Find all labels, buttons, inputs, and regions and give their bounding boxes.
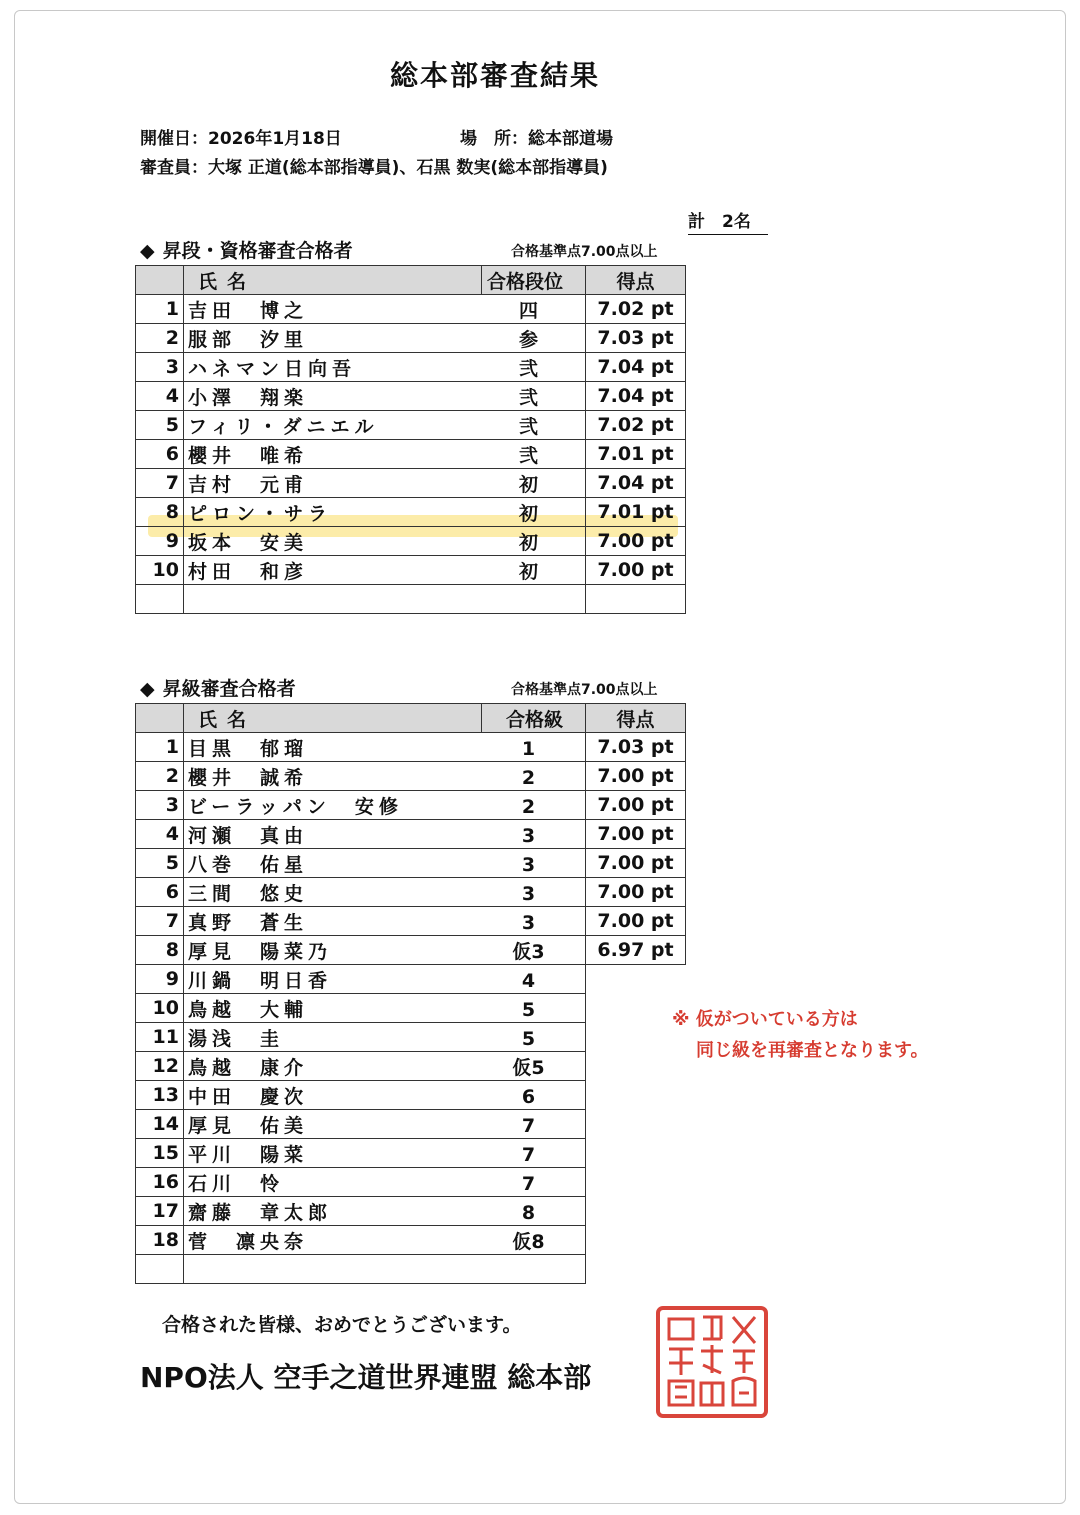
candidate-name: 厚見 陽菜乃 xyxy=(184,936,482,965)
table-row xyxy=(136,762,686,791)
header-number xyxy=(136,266,184,295)
score: 7.00 pt xyxy=(586,820,686,849)
header-rank: 合格段位 xyxy=(482,266,586,295)
blank-row xyxy=(136,585,686,614)
table-row xyxy=(136,820,686,849)
empty-score xyxy=(586,1081,686,1110)
passed-rank xyxy=(482,469,586,498)
candidate-name: 平川 陽菜 xyxy=(184,1139,482,1168)
table-row xyxy=(136,382,686,411)
passed-rank xyxy=(482,295,586,324)
row-number: 11 xyxy=(136,1023,184,1052)
table-row xyxy=(136,411,686,440)
organization-name: NPO法人 空手之道世界連盟 総本部 xyxy=(140,1361,592,1394)
dan-section-heading xyxy=(140,236,353,263)
candidate-name: 鳥越 康介 xyxy=(184,1052,482,1081)
candidate-name: 櫻井 誠希 xyxy=(184,762,482,791)
blank-cell xyxy=(184,1255,482,1284)
candidate-name: 河瀬 真由 xyxy=(184,820,482,849)
row-number: 8 xyxy=(136,498,184,527)
candidate-name: 目黒 郁瑠 xyxy=(184,733,482,762)
row-number: 1 xyxy=(136,295,184,324)
row-number: 7 xyxy=(136,469,184,498)
row-number: 16 xyxy=(136,1168,184,1197)
table-row xyxy=(136,994,686,1023)
empty-score xyxy=(586,1139,686,1168)
score: 7.02 pt xyxy=(586,295,686,324)
table-row xyxy=(136,498,686,527)
candidate-name: ハネマン日向吾 xyxy=(184,353,482,382)
table-row xyxy=(136,527,686,556)
score: 7.03 pt xyxy=(586,733,686,762)
row-number: 5 xyxy=(136,411,184,440)
passed-rank xyxy=(482,791,586,820)
table-row xyxy=(136,1197,686,1226)
seal-glyphs xyxy=(669,1317,755,1405)
table-row xyxy=(136,1168,686,1197)
rank-value: 四 xyxy=(518,299,538,322)
passed-rank xyxy=(482,733,586,762)
rank-value: 仮3 xyxy=(512,940,545,963)
note-line-1: ※ 仮がついている方は xyxy=(672,1009,858,1030)
rank-value: 8 xyxy=(521,1201,536,1224)
row-number: 4 xyxy=(136,382,184,411)
candidate-name: 吉田 博之 xyxy=(184,295,482,324)
rank-value: 6 xyxy=(521,1085,536,1108)
rank-value: 初 xyxy=(518,531,538,554)
table-row xyxy=(136,1052,686,1081)
header-number xyxy=(136,704,184,733)
row-number: 9 xyxy=(136,965,184,994)
seal-stamp xyxy=(655,1305,769,1419)
congratulations-message: 合格された皆様、おめでとうございます。 xyxy=(162,1314,522,1336)
row-number: 18 xyxy=(136,1226,184,1255)
row-number: 17 xyxy=(136,1197,184,1226)
candidate-name: 中田 慶次 xyxy=(184,1081,482,1110)
table-row xyxy=(136,440,686,469)
dan-criteria: 合格基準点7.00点以上 xyxy=(511,244,658,260)
rank-value: 7 xyxy=(521,1114,536,1137)
empty-score xyxy=(586,1168,686,1197)
blank-cell xyxy=(586,585,686,614)
diamond-icon: ◆ xyxy=(140,678,155,700)
score: 7.02 pt xyxy=(586,411,686,440)
row-number: 3 xyxy=(136,353,184,382)
rank-value: 弐 xyxy=(518,357,538,380)
table-row xyxy=(136,791,686,820)
candidate-name: 吉村 元甫 xyxy=(184,469,482,498)
rank-value: 4 xyxy=(521,969,536,992)
rank-value: 5 xyxy=(521,1027,536,1050)
passed-rank xyxy=(482,527,586,556)
score: 7.00 pt xyxy=(586,527,686,556)
candidate-name: 櫻井 唯希 xyxy=(184,440,482,469)
blank-cell xyxy=(586,1255,686,1284)
candidate-name: 真野 蒼生 xyxy=(184,907,482,936)
table-row xyxy=(136,878,686,907)
rank-value: 3 xyxy=(521,853,536,876)
passed-rank xyxy=(482,1197,586,1226)
page-title: 総本部審査結果 xyxy=(389,59,600,92)
rank-value: 参 xyxy=(518,328,538,351)
score: 7.01 pt xyxy=(586,498,686,527)
candidate-name: 小澤 翔楽 xyxy=(184,382,482,411)
candidate-name: 川鍋 明日香 xyxy=(184,965,482,994)
rank-value: 3 xyxy=(521,882,536,905)
note-line-2: 同じ級を再審査となります。 xyxy=(696,1040,929,1061)
score: 7.03 pt xyxy=(586,324,686,353)
passed-rank xyxy=(482,849,586,878)
candidate-name: 村田 和彦 xyxy=(184,556,482,585)
dan-heading-text: 昇段・資格審査合格者 xyxy=(162,240,353,262)
score: 7.04 pt xyxy=(586,382,686,411)
row-number: 2 xyxy=(136,762,184,791)
table-row xyxy=(136,1226,686,1255)
table-row xyxy=(136,295,686,324)
passed-rank xyxy=(482,762,586,791)
candidate-name: 石川 怜 xyxy=(184,1168,482,1197)
blank-cell xyxy=(482,585,586,614)
passed-rank xyxy=(482,382,586,411)
blank-row xyxy=(136,1255,686,1284)
blank-cell xyxy=(136,585,184,614)
blank-cell xyxy=(482,1255,586,1284)
score: 7.00 pt xyxy=(586,762,686,791)
header-rank: 合格級 xyxy=(482,704,586,733)
row-number: 4 xyxy=(136,820,184,849)
passed-rank xyxy=(482,965,586,994)
table-row xyxy=(136,556,686,585)
row-number: 13 xyxy=(136,1081,184,1110)
rank-value: 2 xyxy=(521,766,536,789)
rank-value: 初 xyxy=(518,560,538,583)
exam-place: 場 所：総本部道場 xyxy=(460,129,613,149)
row-number: 9 xyxy=(136,527,184,556)
rank-value: 3 xyxy=(521,824,536,847)
row-number: 14 xyxy=(136,1110,184,1139)
total-count: 計 2名 xyxy=(688,207,768,235)
passed-rank xyxy=(482,498,586,527)
row-number: 5 xyxy=(136,849,184,878)
rank-value: 7 xyxy=(521,1172,536,1195)
passed-rank xyxy=(482,556,586,585)
passed-rank xyxy=(482,907,586,936)
diamond-icon: ◆ xyxy=(140,240,155,262)
passed-rank xyxy=(482,1139,586,1168)
empty-score xyxy=(586,1052,686,1081)
row-number: 1 xyxy=(136,733,184,762)
candidate-name: 八巻 佑星 xyxy=(184,849,482,878)
passed-rank xyxy=(482,1168,586,1197)
header-name: 氏名 xyxy=(184,266,482,295)
score: 7.00 pt xyxy=(586,878,686,907)
candidate-name: 鳥越 大輔 xyxy=(184,994,482,1023)
header-score: 得点 xyxy=(586,704,686,733)
score: 7.00 pt xyxy=(586,791,686,820)
blank-cell xyxy=(136,1255,184,1284)
row-number: 7 xyxy=(136,907,184,936)
empty-score xyxy=(586,1197,686,1226)
rank-value: 初 xyxy=(518,473,538,496)
kyu-criteria: 合格基準点7.00点以上 xyxy=(511,682,658,698)
table-row xyxy=(136,733,686,762)
empty-score xyxy=(586,1110,686,1139)
kyu-table xyxy=(135,703,686,1284)
table-row xyxy=(136,1081,686,1110)
passed-rank xyxy=(482,1052,586,1081)
passed-rank xyxy=(482,353,586,382)
rank-value: 仮5 xyxy=(512,1056,545,1079)
header-score: 得点 xyxy=(586,266,686,295)
row-number: 3 xyxy=(136,791,184,820)
empty-score xyxy=(586,1023,686,1052)
row-number: 2 xyxy=(136,324,184,353)
score: 7.00 pt xyxy=(586,556,686,585)
header-name: 氏名 xyxy=(184,704,482,733)
candidate-name: フィリ・ダニエル xyxy=(184,411,482,440)
table-row xyxy=(136,469,686,498)
candidate-name: 菅 凛央奈 xyxy=(184,1226,482,1255)
row-number: 6 xyxy=(136,878,184,907)
row-number: 12 xyxy=(136,1052,184,1081)
table-row xyxy=(136,1110,686,1139)
table-row xyxy=(136,907,686,936)
passed-rank xyxy=(482,878,586,907)
kyu-heading-text: 昇級審査合格者 xyxy=(162,678,296,700)
rank-value: 弐 xyxy=(518,415,538,438)
score: 7.01 pt xyxy=(586,440,686,469)
rank-value: 7 xyxy=(521,1143,536,1166)
table-row xyxy=(136,324,686,353)
rank-value: 仮8 xyxy=(512,1230,545,1253)
passed-rank xyxy=(482,440,586,469)
rank-value: 2 xyxy=(521,795,536,818)
candidate-name: 三間 悠史 xyxy=(184,878,482,907)
table-row xyxy=(136,849,686,878)
table-row xyxy=(136,936,686,965)
passed-rank xyxy=(482,411,586,440)
row-number: 15 xyxy=(136,1139,184,1168)
table-row xyxy=(136,1139,686,1168)
empty-score xyxy=(586,1226,686,1255)
passed-rank xyxy=(482,994,586,1023)
table-row xyxy=(136,1023,686,1052)
empty-score xyxy=(586,994,686,1023)
score: 7.04 pt xyxy=(586,469,686,498)
passed-rank xyxy=(482,1081,586,1110)
score: 6.97 pt xyxy=(586,936,686,965)
row-number: 8 xyxy=(136,936,184,965)
examiners: 審査員：大塚 正道(総本部指導員)、石黒 数実(総本部指導員) xyxy=(140,158,608,178)
dan-table xyxy=(135,265,686,614)
passed-rank xyxy=(482,324,586,353)
row-number: 10 xyxy=(136,994,184,1023)
score: 7.04 pt xyxy=(586,353,686,382)
rank-value: 5 xyxy=(521,998,536,1021)
candidate-name: 服部 汐里 xyxy=(184,324,482,353)
dan-header-row xyxy=(136,266,686,295)
rank-value: 初 xyxy=(518,502,538,525)
passed-rank xyxy=(482,936,586,965)
passed-rank xyxy=(482,1110,586,1139)
row-number: 10 xyxy=(136,556,184,585)
candidate-name: ビーラッパン 安修 xyxy=(184,791,482,820)
exam-date: 開催日：2026年1月18日 xyxy=(140,129,342,149)
rank-value: 弐 xyxy=(518,444,538,467)
candidate-name: ピロン・サラ xyxy=(184,498,482,527)
row-number: 6 xyxy=(136,440,184,469)
passed-rank xyxy=(482,820,586,849)
candidate-name: 坂本 安美 xyxy=(184,527,482,556)
rank-value: 3 xyxy=(521,911,536,934)
score: 7.00 pt xyxy=(586,849,686,878)
score: 7.00 pt xyxy=(586,907,686,936)
table-row xyxy=(136,353,686,382)
rank-value: 弐 xyxy=(518,386,538,409)
candidate-name: 厚見 佑美 xyxy=(184,1110,482,1139)
candidate-name: 齋藤 章太郎 xyxy=(184,1197,482,1226)
table-row xyxy=(136,965,686,994)
candidate-name: 湯浅 圭 xyxy=(184,1023,482,1052)
empty-score xyxy=(586,965,686,994)
kyu-header-row xyxy=(136,704,686,733)
passed-rank xyxy=(482,1226,586,1255)
kyu-section-heading xyxy=(140,674,296,701)
blank-cell xyxy=(184,585,482,614)
rank-value: 1 xyxy=(521,737,536,760)
passed-rank xyxy=(482,1023,586,1052)
